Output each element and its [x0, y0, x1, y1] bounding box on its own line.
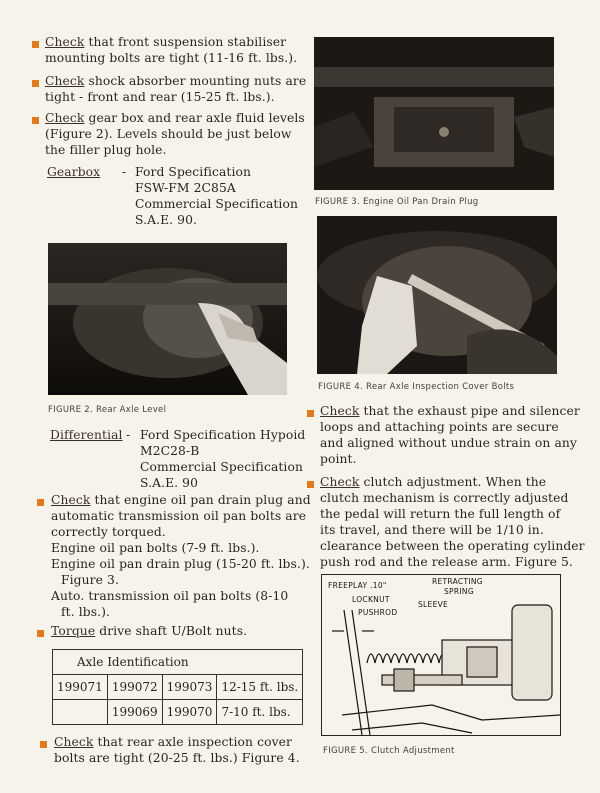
text-line: Commercial Specification [135, 197, 298, 211]
text-line: the filler plug hole. [45, 143, 167, 157]
text-line: correctly torqued. [51, 525, 166, 539]
freeplay-label: FREEPLAY .10" [328, 581, 387, 590]
text-line: and aligned without undue strain on any [320, 436, 577, 450]
paragraph-shock-absorber [45, 73, 305, 105]
bullet-marker [32, 41, 39, 48]
text-line: bolts are tight (20-25 ft. lbs.) Figure 4. [54, 751, 300, 765]
text-line: that rear axle inspection cover [97, 735, 292, 749]
axle-identification-table [52, 649, 303, 725]
text-line: that engine oil pan drain plug and [94, 493, 311, 507]
torque-label: Torque [51, 624, 96, 638]
text-line: its travel, and there will be 1/10 in. [320, 523, 544, 537]
table-header-row [53, 650, 303, 675]
text-line: the pedal will return the full length of [320, 507, 561, 521]
text-line: mounting bolts are tight (11-16 ft. lbs.). [45, 51, 298, 65]
differential-dash: - [126, 428, 131, 442]
figure-4-photo [317, 216, 557, 374]
table-cell: 199072 [107, 675, 162, 700]
figure-5-caption: FIGURE 5. Clutch Adjustment [323, 746, 455, 756]
paragraph-torque [51, 623, 247, 639]
paragraph-oil-pan [51, 492, 311, 620]
text-line: that the exhaust pipe and silencer [363, 404, 580, 418]
text-line: Auto. transmission oil pan bolts (8-10 [51, 589, 289, 603]
table-row [53, 700, 303, 725]
table-cell: 12-15 ft. lbs. [217, 675, 303, 700]
differential-heading: Differential [50, 428, 123, 442]
bullet-marker [32, 117, 39, 124]
figure-3-photo [314, 37, 554, 190]
text-line: M2C28-B [140, 444, 200, 458]
figure-2-caption: FIGURE 2. Rear Axle Level [48, 405, 167, 415]
check-label: Check [54, 735, 94, 749]
text-line: Engine oil pan bolts (7-9 ft. lbs.). [51, 541, 260, 555]
rear-axle-illustration [48, 243, 287, 395]
inspection-cover-illustration [317, 216, 557, 374]
text-line: that front suspension stabiliser [88, 35, 287, 49]
check-label: Check [45, 35, 85, 49]
text-line: Ford Specification [135, 165, 252, 179]
bullet-marker [307, 410, 314, 417]
figure-4-caption: FIGURE 4. Rear Axle Inspection Cover Bolts [318, 382, 515, 392]
table-cell: 199070 [162, 700, 217, 725]
bullet-marker [32, 80, 39, 87]
oil-pan-illustration [314, 37, 554, 190]
text-line: ft. lbs.). [61, 605, 111, 619]
retracting-label: RETRACTING [432, 577, 483, 586]
text-line: drive shaft U/Bolt nuts. [99, 624, 248, 638]
text-line: S.A.E. 90 [140, 476, 199, 490]
bullet-marker [37, 630, 44, 637]
gearbox-label [47, 164, 100, 180]
text-line: clearance between the operating cylinder [320, 539, 585, 553]
paragraph-fluid-levels [45, 110, 305, 158]
text-line: automatic transmission oil pan bolts are [51, 509, 307, 523]
table-header: Axle Identification [53, 650, 303, 675]
gearbox-spec [135, 164, 298, 228]
check-label: Check [45, 111, 85, 125]
text-line: tight - front and rear (15-25 ft. lbs.). [45, 90, 275, 104]
check-label: Check [51, 493, 91, 507]
gearbox-dash: - [122, 165, 127, 179]
gearbox-heading: Gearbox [47, 165, 101, 179]
text-line: point. [320, 452, 357, 466]
text-line: (Figure 2). Levels should be just below [45, 127, 292, 141]
table-cell [53, 700, 108, 725]
table-cell: 199073 [162, 675, 217, 700]
text-line: gear box and rear axle fluid levels [88, 111, 305, 125]
paragraph-stabiliser [45, 34, 305, 66]
text-line: S.A.E. 90. [135, 213, 198, 227]
figure-2-photo [48, 243, 287, 395]
text-line: loops and attaching points are secure [320, 420, 559, 434]
figure-5-diagram [321, 574, 561, 736]
check-label: Check [320, 404, 360, 418]
table-cell: 199069 [107, 700, 162, 725]
paragraph-inspection-cover [54, 734, 314, 766]
table-cell: 199071 [53, 675, 108, 700]
text-line: Commercial Specification [140, 460, 303, 474]
bullet-marker [307, 481, 314, 488]
text-line: FSW-FM 2C85A [135, 181, 236, 195]
paragraph-exhaust [320, 403, 580, 467]
text-line: Engine oil pan drain plug (15-20 ft. lbs.). [51, 557, 310, 571]
differential-label [50, 427, 123, 443]
pushrod-label: PUSHROD [358, 608, 398, 617]
table-cell: 7-10 ft. lbs. [217, 700, 303, 725]
figure-3-caption: FIGURE 3. Engine Oil Pan Drain Plug [315, 197, 479, 207]
text-line: clutch mechanism is correctly adjusted [320, 491, 569, 505]
text-line: Figure 3. [61, 573, 119, 587]
text-line: Ford Specification Hypoid [140, 428, 306, 442]
table-row [53, 675, 303, 700]
text-line: shock absorber mounting nuts are [88, 74, 307, 88]
text-line: push rod and the release arm. Figure 5. [320, 555, 573, 569]
paragraph-clutch [320, 474, 585, 570]
check-label: Check [320, 475, 360, 489]
check-label: Check [45, 74, 85, 88]
text-line: clutch adjustment. When the [363, 475, 547, 489]
bullet-marker [37, 499, 44, 506]
bullet-marker [40, 741, 47, 748]
sleeve-label: SLEEVE [418, 600, 449, 609]
spring-label: SPRING [444, 587, 474, 596]
locknut-label: LOCKNUT [352, 595, 390, 604]
differential-spec [140, 427, 305, 491]
